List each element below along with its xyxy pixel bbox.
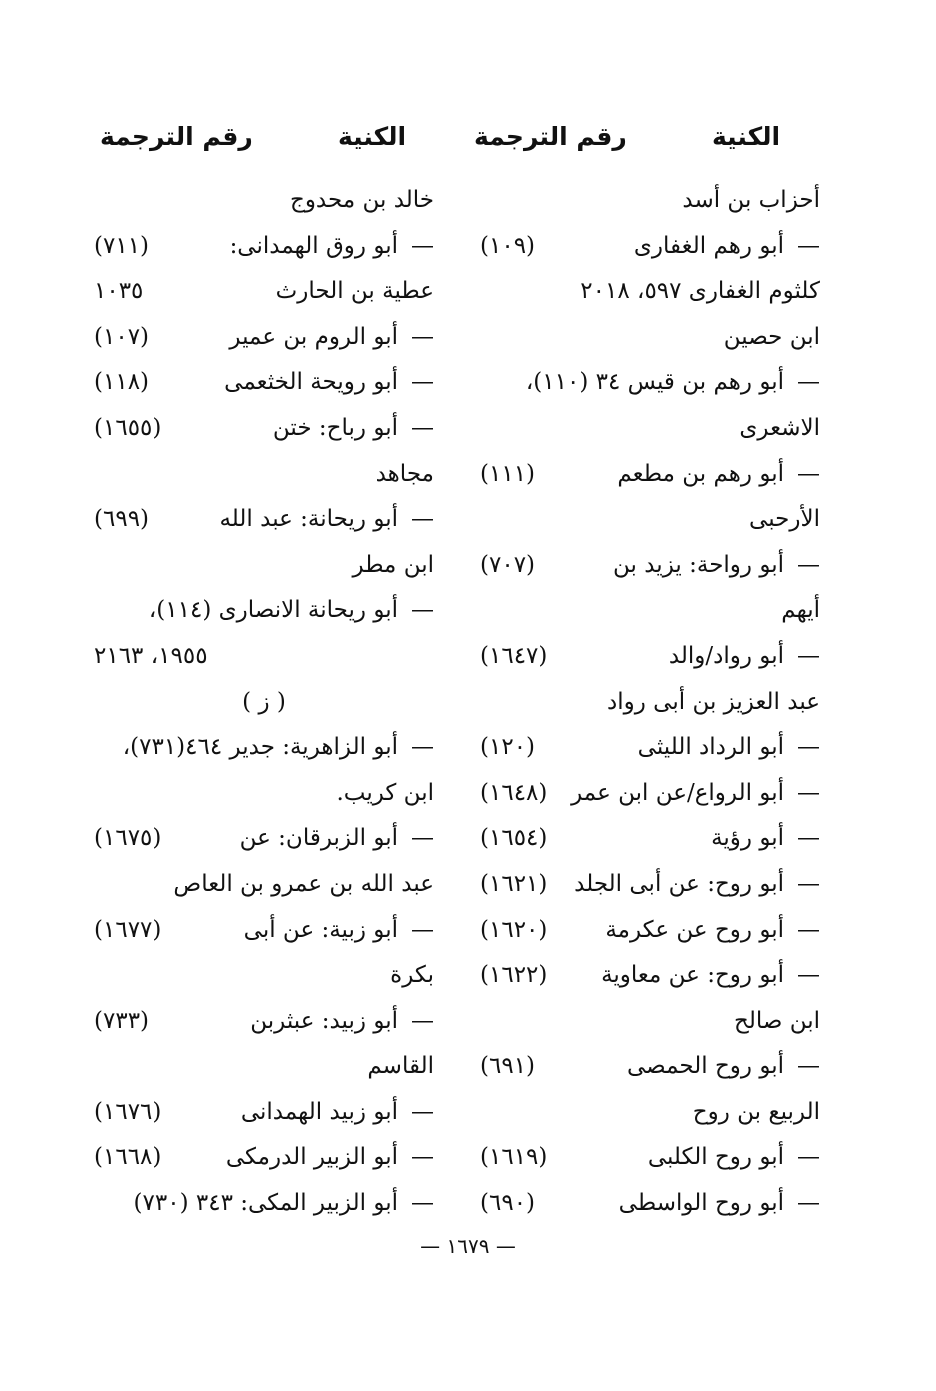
entry-number: (١٦٧٦) [94,1098,162,1125]
entry-kunya: أبو روح الكلبى [647,1144,784,1171]
list-item [94,725,434,771]
entry-kunya: أبو روح الحمصى [626,1053,784,1080]
entry-kunya: أبو روح الواسطى [618,1190,784,1217]
right-column [480,178,820,1227]
list-item [94,178,434,224]
list-item [480,406,820,452]
list-item [480,178,820,224]
list-item [480,224,820,270]
entry-kunya: ابن صالح [733,1007,820,1034]
list-item [94,315,434,361]
list-item [94,862,434,908]
list-item [94,908,434,954]
entry-kunya: أبو رهم بن قيس ٣٤ (١١٠)، [525,369,784,396]
list-item [94,1044,434,1090]
list-item [94,588,434,634]
entry-kunya: أبو رباح: ختن [272,414,398,441]
entry-kunya: أبو روق الهمدانى: [229,232,398,259]
entry-dash: — [797,825,820,852]
list-item [94,406,434,452]
entry-dash: — [797,642,820,669]
list-item [480,1090,820,1136]
list-item [480,634,820,680]
entry-number: (١٦٧٥) [94,825,162,852]
header-kunya-left: الكنية [338,122,407,151]
list-item [480,360,820,406]
entry-number: (١٠٩) [480,232,536,259]
entry-kunya: أبو زبيد الهمدانى [240,1098,398,1125]
entry-kunya: كلثوم الغفارى ٥٩٧، ٢٠١٨ [580,278,820,305]
entry-dash: — [411,506,434,533]
entry-kunya: الاشعرى [739,414,820,441]
entry-kunya: أبو الزبير الدرمكى [225,1144,398,1171]
list-item [480,588,820,634]
entry-kunya: ( ز ) [242,688,286,715]
entry-dash: — [797,916,820,943]
entry-number: (١٦٢٠) [480,916,548,943]
entry-number: (١٦١٩) [480,1144,548,1171]
entry-number: (١٦٤٧) [480,642,548,669]
entry-number: (١٦٧٧) [94,916,162,943]
list-item [94,543,434,589]
entry-number: (١٢٠) [480,734,536,761]
entry-dash: — [797,1053,820,1080]
list-item [480,999,820,1045]
entry-kunya: أبو ريحانة: عبد الله [219,506,398,533]
entry-dash: — [411,734,434,761]
entry-dash: — [411,1190,434,1217]
entry-dash: — [411,369,434,396]
entry-kunya: أبو الزبرقان: عن [239,825,398,852]
header-number-right: رقم الترجمة [474,122,627,151]
column-headers [0,122,936,172]
entry-kunya: بكرة [390,962,434,989]
entry-dash: — [411,414,434,441]
entry-dash: — [797,232,820,259]
list-item [480,771,820,817]
entry-number: (١٦٤٨) [480,779,548,806]
entry-kunya: مجاهد [375,460,434,487]
list-item [94,360,434,406]
list-item [480,1135,820,1181]
entry-dash: — [411,1098,434,1125]
list-item [94,1090,434,1136]
entry-number: (١١١) [480,460,536,487]
entry-number: (١٠٧) [94,323,150,350]
list-item [480,497,820,543]
entry-number: ١٠٣٥ [94,278,144,305]
entry-kunya: الربيع بن روح [692,1098,820,1125]
entry-dash: — [797,870,820,897]
list-item [94,1181,434,1227]
list-item [94,680,434,726]
list-item [480,725,820,771]
list-item [480,543,820,589]
list-item [480,269,820,315]
list-item [480,908,820,954]
entry-number: (٧٣٣) [94,1007,150,1034]
entry-kunya: عبد الله بن عمرو بن العاص [173,870,434,897]
list-item [94,452,434,498]
entry-kunya: أبو الروم بن عمير [229,323,398,350]
entry-number: (١٦٥٥) [94,414,162,441]
entry-kunya: أبو زبيد: عبثربن [250,1007,398,1034]
entry-dash: — [797,460,820,487]
list-item [94,224,434,270]
entry-number: (٧١١) [94,232,150,259]
entry-kunya: ابن مطر [352,551,434,578]
entry-kunya: أبو رويحة الخثعمى [224,369,398,396]
entry-kunya: أبو رهم الغفارى [633,232,784,259]
list-item [94,497,434,543]
list-item [480,680,820,726]
entry-dash: — [797,551,820,578]
entry-kunya: أبو روح: عن أبى الجلد [574,870,784,897]
page-number: — ١٦٧٩ — [420,1234,516,1258]
entry-number: (٧٠٧) [480,551,536,578]
entry-kunya: أبو الرداد الليثى [637,734,784,761]
entry-dash: — [797,734,820,761]
entry-number: (٦٩٠) [480,1190,536,1217]
entry-dash: — [411,597,434,624]
entry-number: (٦٩٩) [94,506,150,533]
header-number-left: رقم الترجمة [100,122,253,151]
entry-kunya: أبو الزبير المكى: ٣٤٣ (٧٣٠) [133,1190,398,1217]
entry-kunya: أبو زبية: عن أبى [243,916,398,943]
entry-number: (١٦٦٨) [94,1144,162,1171]
entry-kunya: أبو روح عن عكرمة [605,916,784,943]
entry-dash: — [797,779,820,806]
entry-kunya: عبد العزيز بن أبى رواد [607,688,820,715]
entry-number: ١٩٥٥، ٢١٦٣ [94,642,208,669]
entry-kunya: أبو رهم بن مطعم [617,460,784,487]
entry-kunya: ابن حصين [723,323,820,350]
entry-dash: — [411,1007,434,1034]
header-kunya-right: الكنية [712,122,781,151]
list-item [94,269,434,315]
list-item [94,953,434,999]
entry-kunya: ابن كريب. [336,779,434,806]
entry-kunya: أبو رواد/والد [668,642,784,669]
list-item [480,862,820,908]
entry-dash: — [411,916,434,943]
entry-dash: — [797,1144,820,1171]
entry-kunya: أبو روح: عن معاوية [601,962,784,989]
entry-number: (١١٨) [94,369,150,396]
entry-dash: — [411,1144,434,1171]
entry-number: (١٦٥٤) [480,825,548,852]
entry-kunya: أحزاب بن أسد [682,187,820,213]
list-item [480,1181,820,1227]
list-item [94,771,434,817]
list-item [94,1135,434,1181]
left-column [94,178,434,1227]
entry-number: (١٦٢٢) [480,962,548,989]
entry-kunya: عطية بن الحارث [275,278,434,305]
list-item [94,816,434,862]
entry-dash: — [797,962,820,989]
entry-kunya: أبو ريحانة الانصارى (١١٤)، [148,597,398,624]
list-item [480,452,820,498]
list-item [94,634,434,680]
entry-dash: — [797,369,820,396]
list-item [480,953,820,999]
entry-number: (١٦٢١) [480,870,548,897]
list-item [480,1044,820,1090]
entry-kunya: أبو الرواع/عن ابن عمر [571,779,784,806]
entry-number: (٦٩١) [480,1053,536,1080]
list-item [480,315,820,361]
entry-kunya: الأرحبى [749,506,820,533]
list-item [480,816,820,862]
entry-dash: — [411,232,434,259]
entry-kunya: أيهم [781,597,820,624]
entry-kunya: القاسم [367,1053,434,1080]
entry-kunya: أبو رواحة: يزيد بن [613,551,784,578]
entry-dash: — [411,825,434,852]
entry-kunya: خالد بن محدوج [289,187,434,213]
entry-dash: — [797,1190,820,1217]
entry-dash: — [411,323,434,350]
list-item [94,999,434,1045]
entry-kunya: أبو رؤية [711,825,784,852]
entry-kunya: أبو الزاهرية: جدير ٤٦٤(٧٣١)، [122,734,398,761]
